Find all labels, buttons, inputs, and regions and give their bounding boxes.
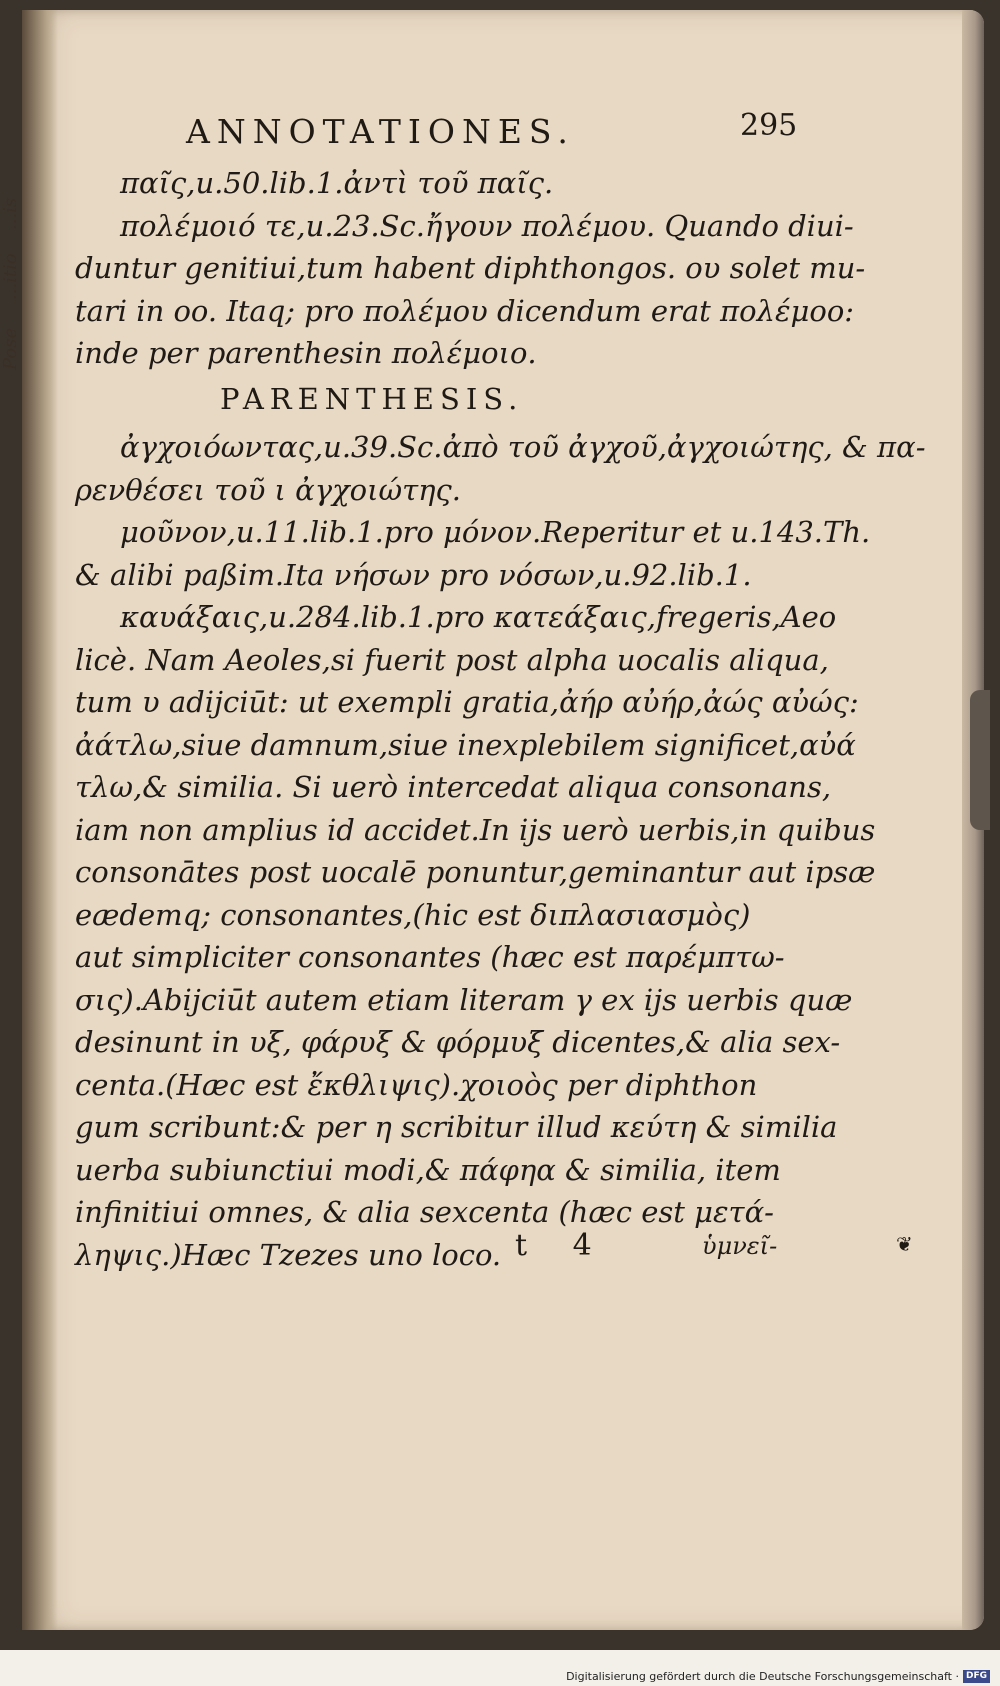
text-line: παῖς,u.50.lib.1.ἀντὶ τοῦ παῖς.	[120, 166, 554, 200]
text-line: consonātes post uocalē ponuntur,geminantur aut ipsæ	[75, 855, 876, 889]
text-line: ληψις.)Hæc Tzezes uno loco.	[75, 1237, 502, 1272]
text-line: eædemq; consonantes,(hic est διπλασιασμὸς)	[75, 897, 751, 932]
text-line: ἀάτλω,siue damnum,siue inexplebilem significet,αὐά	[75, 727, 856, 762]
text-line: centa.(Hæc est ἔκθλιψις).χοιοὸς per diphthon	[75, 1067, 758, 1102]
text-line: iam non amplius id accidet.In ijs uerò uerbis,in quibus	[75, 812, 876, 847]
binding-gutter	[22, 10, 58, 1630]
digitization-credit	[566, 1670, 990, 1683]
text-line: inde per parenthesin πολέμοιο.	[75, 336, 537, 370]
dfg-logo-icon: DFG	[963, 1670, 990, 1683]
text-line: & alibi paßim.Ita νήσων pro νόσων,u.92.lib.1.	[75, 557, 752, 592]
text-line: infinitiui omnes, & alia sexcenta (hæc est μετά-	[75, 1195, 774, 1229]
text-line: aut simpliciter consonantes (hæc est παρέμπτω-	[75, 940, 785, 974]
text-line: μοῦνον,u.11.lib.1.pro μόνον.Reperitur et u.143.Th.	[120, 515, 871, 549]
text-line: ρενθέσει τοῦ ι ἀγχοιώτης.	[75, 472, 461, 507]
text-line: ἀγχοιόωντας,u.39.Sc.ἀπὸ τοῦ ἀγχοῦ,ἀγχοιώτης, & πα-	[120, 430, 926, 464]
margin-fragment: ...itio	[0, 253, 21, 300]
paragraph-1	[75, 162, 866, 375]
credit-text: Digitalisierung gefördert durch die Deutsche Forschungsgemeinschaft ·	[566, 1670, 959, 1683]
text-line: tari in oo. Itaq; pro πολέμου dicendum erat πολέμοο:	[75, 293, 855, 328]
text-line: tum υ adijciūt: ut exempli gratia,ἀήρ αὐήρ,ἀώς αὐώς:	[75, 685, 859, 719]
text-line: σις).Abijciūt autem etiam literam γ ex ijs uerbis quæ	[75, 982, 853, 1017]
folio-number: 295	[740, 108, 798, 143]
signature-mark: t 4	[515, 1228, 610, 1263]
text-line: desinunt in υξ, φάρυξ & φόρμυξ dicentes,& alia sex-	[75, 1025, 841, 1059]
catchword: ὑμνεῖ-	[702, 1232, 778, 1260]
running-head: ANNOTATIONES.	[186, 112, 575, 151]
text-line: τλω,& similia. Si uerò intercedat aliqua consonans,	[75, 770, 832, 804]
margin-fragment: Pose	[0, 327, 21, 370]
text-line: licè. Nam Aeoles,si fuerit post alpha uocalis aliqua,	[75, 642, 829, 677]
text-line: gum scribunt:& per η scribitur illud κεύτη & similia	[75, 1110, 838, 1144]
section-heading: PARENTHESIS.	[220, 382, 524, 416]
text-line: καυάξαις,u.284.lib.1.pro κατεάξαις,fregeris,Aeo	[120, 600, 837, 634]
paragraph-2	[75, 426, 926, 1276]
text-line: uerba subiunctiui modi,& πάφηα & similia, item	[75, 1152, 781, 1187]
text-line: duntur genitiui,tum habent diphthongos. ου solet mu-	[75, 251, 866, 285]
ornament-icon: ❦	[896, 1232, 913, 1256]
page-tab-marker	[970, 690, 990, 830]
margin-fragment: ...is	[0, 197, 21, 230]
text-line: πολέμοιό τε,u.23.Sc.ἤγουν πολέμου. Quando diui-	[120, 208, 854, 243]
